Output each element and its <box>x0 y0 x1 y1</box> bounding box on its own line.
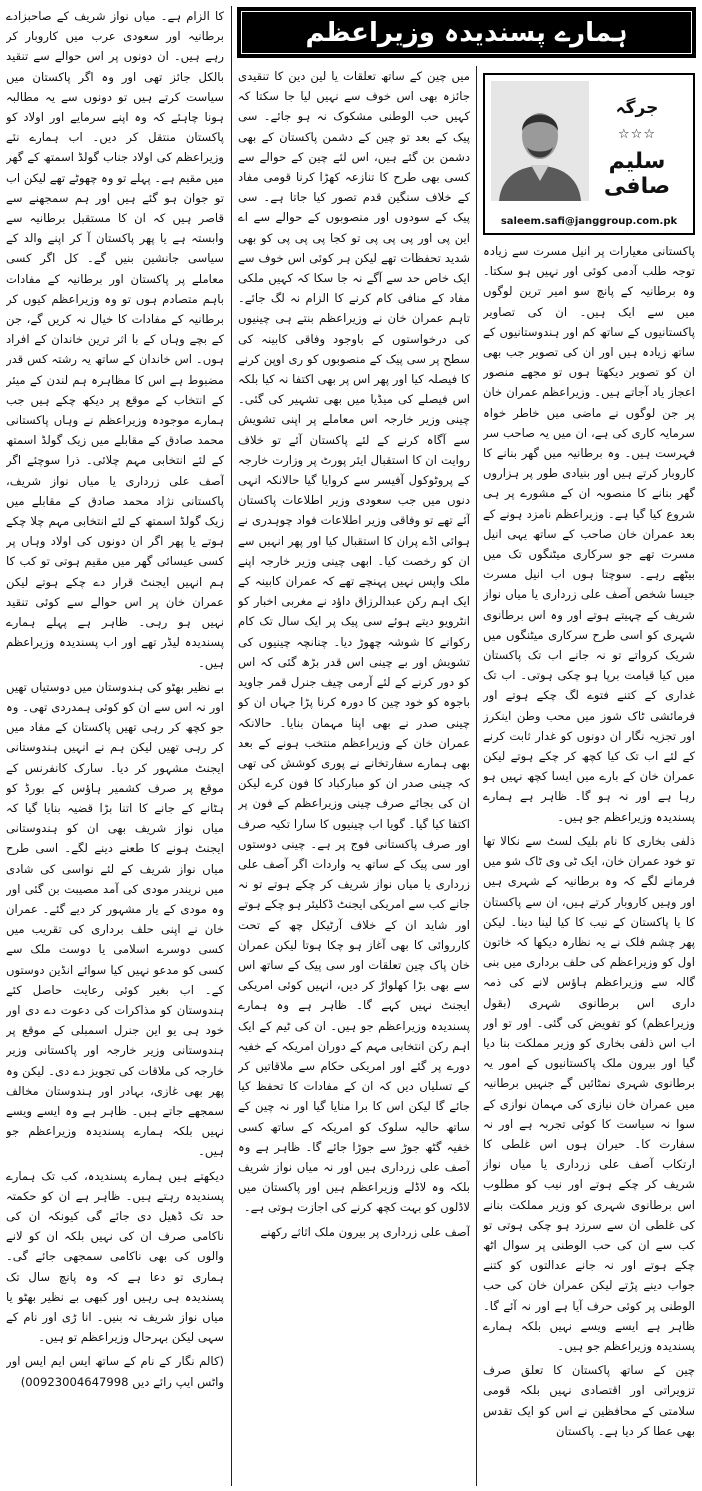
paragraph: آصف علی زرداری پر بیرون ملک اثاثے رکھنے <box>260 1224 470 1239</box>
contact-note: (کالم نگار کے نام کے ساتھ ایس ایم ایس اور واٹس ایپ رائے دیں 00923004647998) <box>6 1354 224 1389</box>
headline: ہمارے پسندیدہ وزیراعظم <box>305 17 628 48</box>
byline-box <box>483 73 695 235</box>
paragraph: ذلفی بخاری کا نام بلیک لسٹ سے نکالا تھا تو خود عمران خان، ایک ٹی وی ٹاک شو میں فرمانے لگے کہ وہ برطانیہ کے شہری ہیں اور وہیں کاروبار کرتے ہیں، ان سے پاکستان کا یا پاکستان کے نیب کا کیا لینا دینا۔ لیکن پھر چشم فلک نے یہ نظارہ دیکھا کہ خاتون اول کو وزیراعظم کی حلف برداری میں بنی گالہ سے وزیراعظم ہاؤس لانے کی ذمہ داری اس برطانوی شہری (بقول وزیراعظم) کو تفویض کی گئی۔ اور تو اور اب اس ذلفی بخاری کو وزیر مملکت بنا دیا گیا اور بیرون ملک پاکستانیوں کے امور یہ برطانوی شہری نمٹائیں گے جنہیں برطانیہ میں عمران خان نیازی کی مہمان نوازی کے سوا نہ سیاست کا کوئی تجربہ ہے اور نہ سفارت کا۔ حیران ہوں اس غلطی کا ارتکاب آصف علی زرداری یا میاں نواز شریف کر چکے ہوتے اور نیب کو مطلوب اس برطانوی شہری کو وزیر مملکت بنانے کی غلطی ان سے سرزد ہو چکی ہوتی تو کب سے ان کی حب الوطنی پر سوال اٹھ چکے ہوتے اور نہ جانے عدالتوں کو کتنے جواب دینے پڑتے لیکن عمران خان کی حب الوطنی پر کوئی حرف آیا ہے اور نہ آئے گا۔ ظاہر ہے ایسے ویسے نہیں بلکہ ہمارے پسندیدہ وزیراعظم جو ہیں۔ <box>483 833 695 1353</box>
paragraph: چین کے ساتھ پاکستان کا تعلق صرف تزویراتی اور اقتصادی نہیں بلکہ قومی سلامتی کے محافظین نے اس کو ایک تقدس بھی عطا کر دیا ہے۔ پاکستان <box>483 1363 695 1438</box>
paragraph: کا الزام ہے۔ میاں نواز شریف کے صاحبزادے برطانیہ اور سعودی عرب میں کاروبار کر رہے ہیں۔ ان دونوں پر اس حوالے سے تنقید بالکل جائز تھی اور وہ اگر پاکستان میں سیاست کرتے ہیں تو دونوں سے یہ مطالبہ ہونا چاہئے کہ وہ اپنے سرمایے اور اولاد کو پاکستان منتقل کر دیں۔ اب ہمارے نئے وزیراعظم کی اولاد جناب گولڈ اسمتھ کے گھر میں مقیم ہے۔ پہلے تو وہ چھوٹے تھے لیکن اب تو جوان ہو گئے ہیں اور ہم سمجھنے سے قاصر ہیں کہ ان کا مستقبل برطانیہ سے وابستہ ہے یا پھر پاکستان آ کر اپنے والد کے سیاسی جانشین بنیں گے۔ کل اگر کسی معاملے پر پاکستان اور برطانیہ کے مفادات باہم متصادم ہوں تو وہ وزیراعظم کیوں کر برطانیہ کے مفادات کا خیال نہ کریں گے، جن کے بچے وہاں کے با اثر ترین خاندان کے افراد ہوں۔ اس خاندان کے ساتھ یہ رشتہ کس قدر مضبوط ہے اس کا مظاہرہ ہم لندن کے میئر کے انتخاب کے موقع پر دیکھ چکے ہیں جب ہمارے موجودہ وزیراعظم نے وہاں پاکستانی محمد صادق کے مقابلے میں زیک گولڈ اسمتھ کے لئے انتخابی مہم چلائی۔ ذرا سوچئے اگر آصف علی زرداری یا میاں نواز شریف، پاکستانی نژاد محمد صادق کے مقابلے میں زیک گولڈ اسمتھ کے لئے انتخابی مہم چلا چکے ہوتے یا پھر اگر ان دونوں کی اولاد وہاں پر کسی عیسائی گھر میں مقیم ہوتی تو کب کا ہم انہیں ایجنٹ قرار دے چکے ہوتے لیکن عمران خان پر اس حوالے سے کوئی تنقید نہیں ہو رہی۔ ظاہر ہے پہلے ہمارے پسندیدہ لیڈر تھے اور اب پسندیدہ وزیراعظم ہیں۔ <box>6 9 224 670</box>
column-middle <box>238 66 470 1487</box>
column-right <box>483 241 695 1487</box>
author-photo <box>491 81 589 201</box>
paragraph: میں چین کے ساتھ تعلقات یا لین دین کا تنقیدی جائزہ بھی اس خوف سے نہیں لیا جا سکتا کہ کہیں حب الوطنی مشکوک نہ ہو جائے۔ سی پیک کے بعد تو چین کے دشمن پاکستان کے بھی دشمن بن گئے ہیں، اس لئے چین کے حوالے سے کسی بھی طرح کا تنازعہ کھڑا کرنا قومی مفاد کے خلاف سنگین قدم تصور کیا جاتا ہے۔ سی پیک کے سودوں اور منصوبوں کے حوالے سے اے این پی اور پی پی پی تو کجا پی پی پی کو بھی شدید تحفظات تھے لیکن ہر کوئی اس خوف سے ایک خاص حد سے آگے نہ جا سکا کہ کہیں ملکی مفاد کے منافی کام کرنے کا الزام نہ لگ جائے۔ تاہم عمران خان نے وزیراعظم بنتے ہی چینیوں کی درخواستوں کے باوجود وفاقی کابینہ کی سطح پر سی پیک کے منصوبوں کو ری اوپن کرنے کا فیصلہ کیا اور پھر اس پر بھی اکتفا نہ کیا بلکہ اس فیصلے کی میڈیا میں بھی تشہیر کی گئی۔ چینی وزیر خارجہ اس معاملے پر اپنی تشویش سے آگاہ کرنے کے لئے پاکستان آئے تو خلاف روایت ان کا استقبال ایئر پورٹ پر وزارت خارجہ کے پروٹوکول آفیسر سے کروایا گیا حالانکہ انہی دنوں میں جب سعودی وزیر اطلاعات پاکستان آئے تھے تو وفاقی وزیر اطلاعات فواد چوہدری نے ہوائی اڈے پران کا استقبال کیا اور پھر انہیں سے ان کو رخصت کیا۔ ابھی چینی وزیر خارجہ اپنے ملک واپس نہیں پہنچے تھے کہ عمران کابینہ کے ایک اہم رکن عبدالرزاق داؤد نے مغربی اخبار کو انٹرویو دیتے ہوئے سی پیک پر ایک سال تک کام رکوانے کا شوشہ چھوڑ دیا۔ چنانچہ چینیوں کی تشویش اور بے چینی اس قدر بڑھ گئی کہ اس کو دور کرنے کے لئے آرمی چیف جنرل قمر جاوید باجوہ کو خود چین کا دورہ کرنا پڑا جہاں ان کو چینی صدر نے بھی اپنا مہمان بنایا۔ حالانکہ عمران خان کے وزیراعظم منتخب ہونے کے بعد بھی ہمارے سفارتخانے نے پوری کوشش کی تھی کہ چینی صدر ان کو مبارکباد کا فون کرے لیکن ان کی بجائے صرف چینی وزیراعظم کے فون پر اکتفا کیا گیا۔ گویا اب چینیوں کا سارا تکیہ صرف اور صرف پاکستانی فوج پر ہے۔ چینی دوستوں اور سی پیک کے ساتھ یہ واردات اگر آصف علی زرداری یا میاں نواز شریف کر چکے ہوتے تو نہ جانے کب سے امریکی ایجنٹ ڈکلیئر ہو چکے ہوتے اور شاید ان کے خلاف آرٹیکل چھ کے تحت کارروائی کا بھی آغاز ہو چکا ہوتا لیکن عمران خان پاک چین تعلقات اور سی پیک کے ساتھ اس سے بھی بڑا کھلواڑ کر دیں، انہیں کوئی امریکی ایجنٹ نہیں کہے گا۔ ظاہر ہے وہ ہمارے پسندیدہ وزیراعظم جو ہیں۔ ان کی ٹیم کے ایک اہم رکن انتخابی مہم کے دوران امریکہ کے خفیہ دورے پر گئے اور امریکی حکام سے ملاقاتیں کر کے تسلیاں دیں کہ ان کے مفادات کا تحفظ کیا جائے گا لیکن اس کا برا منایا گیا اور نہ چین کے ساتھ حالیہ سلوک کو امریکہ کے ساتھ کسی خفیہ گٹھ جوڑ سے جوڑا جائے گا۔ ظاہر ہے وہ آصف علی زرداری ہیں اور نہ میاں نواز شریف بلکہ وہ لاڈلے وزیراعظم ہیں اور پاکستان میں لاڈلوں کو بہت کچھ کرنے کی اجازت ہوتی ہے۔ <box>238 69 470 1215</box>
author-name: سلیم صافی <box>603 149 671 199</box>
author-email: saleem.safi@janggroup.com.pk <box>500 216 678 227</box>
column-divider <box>231 6 232 1486</box>
paragraph: دیکھتے ہیں ہمارے پسندیدہ، کب تک ہمارے پسندیدہ رہتے ہیں۔ ظاہر ہے ان کو حکمتہ حد تک ڈھیل دی جائے گی کیونکہ ان کی ناکامی صرف ان کی نہیں بلکہ ان کو لانے والوں کی بھی ناکامی سمجھی جائے گی۔ ہماری تو دعا ہے کہ وہ پانچ سال تک پسندیدہ ہی رہیں اور کبھی بے نظیر بھٹو یا میاں نواز شریف نہ بنیں۔ انا ڑی اور نام کے سہی لیکن بہرحال وزیراعظم تو ہیں۔ <box>6 1168 224 1345</box>
column-divider <box>476 66 477 1486</box>
column-left <box>6 6 224 1487</box>
stars-ornament: ☆☆☆ <box>618 127 656 142</box>
author-portrait-image <box>491 81 589 201</box>
paragraph: پاکستانی معیارات پر انیل مسرت سے زیادہ توجہ طلب آدمی کوئی اور نہیں ہو سکتا۔ وہ برطانیہ کے پانچ سو امیر ترین لوگوں میں سے ایک ہیں۔ ان کی تصاویر پاکستانیوں کے ساتھ کم اور ہندوستانیوں کے ساتھ زیادہ ہیں اور ان کی تصویر جب بھی ان کو تصویر دیکھتا ہوں تو مجھے منصور اعجاز یاد آجاتے ہیں۔ وزیراعظم عمران خان پر جن لوگوں نے ماضی میں خاطر خواہ سرمایہ کاری کی ہے، ان میں یہ صاحب سر فہرست ہیں۔ وہ برطانیہ میں گھر بنانے کا کاروبار کرتے ہیں اور بنیادی طور پر ہزاروں گھر بنانے کا منصوبہ ان کے مشورے پر ہی شروع کیا گیا ہے۔ وزیراعظم نامزد ہونے کے بعد عمران خان صاحب کے ساتھ یہی انیل مسرت تھے جو سرکاری میٹنگوں تک میں بیٹھے رہے۔ سوچتا ہوں اب انیل مسرت جیسا شخص آصف علی زرداری یا میاں نواز شریف کے چہیتے ہوتے اور وہ اس برطانوی شہری کو اسی طرح سرکاری میٹنگوں میں شریک کرواتے تو نہ جانے اب تک پاکستان میں کیا قیامت برپا ہو چکی ہوتی۔ اب تک غداری کے کتنے فتوے لگ چکے ہوتے اور فرمائشی ٹاک شوز میں محب وطن اینکرز اور تجزیہ نگار ان دونوں کو غدار ثابت کرنے کے لئے اب تک کیا کچھ کر چکے ہوتے لیکن عمران خان کے بارے میں ایسا کچھ نہیں ہو رہا ہے اور نہ ہو گا۔ ظاہر ہے ہمارے پسندیدہ وزیراعظم جو ہیں۔ <box>483 244 695 824</box>
headline-banner <box>237 7 696 58</box>
column-kicker: جرگہ <box>615 98 659 118</box>
paragraph: بے نظیر بھٹو کی ہندوستان میں دوستیاں تھیں اور نہ اس سے ان کو کوئی ہمدردی تھی۔ وہ جو کچھ کر رہی تھیں پاکستان کے مفاد میں کر رہی تھیں لیکن ہم نے انہیں ہندوستانی ایجنٹ مشہور کر دیا۔ سارک کانفرنس کے موقع پر صرف کشمیر ہاؤس کے بورڈ کو ہٹانے کے جانے کا اتنا بڑا قضیہ بنایا گیا کہ میاں نواز شریف بھی ان کو ہندوستانی ایجنٹ ہونے کا طعنے دینے لگے۔ اسی طرح میاں نواز شریف کے لئے نواسی کی شادی میں نریندر مودی کی آمد مصیبت بن گئی اور وہ مودی کے یار مشہور کر دیے گئے۔ عمران خان نے اپنی حلف برداری کی تقریب میں کسی دوسرے اسلامی یا دوست ملک سے کسی کو مدعو نہیں کیا سوائے انڈین دوستوں کے۔ اب بغیر کوئی رعایت حاصل کئے ہندوستان کو مذاکرات کی دعوت دے دی اور خود ہی یو این جنرل اسمبلی کے موقع پر ہندوستانی وزیر خارجہ اور پاکستانی وزیر خارجہ کی ملاقات کی تجویز دے دی۔ لیکن وہ پھر بھی غازی، بہادر اور ہندوستان مخالف سمجھے جاتے ہیں۔ ظاہر ہے وہ ایسے ویسے نہیں بلکہ ہمارے پسندیدہ وزیراعظم جو ہیں۔ <box>6 679 224 1159</box>
